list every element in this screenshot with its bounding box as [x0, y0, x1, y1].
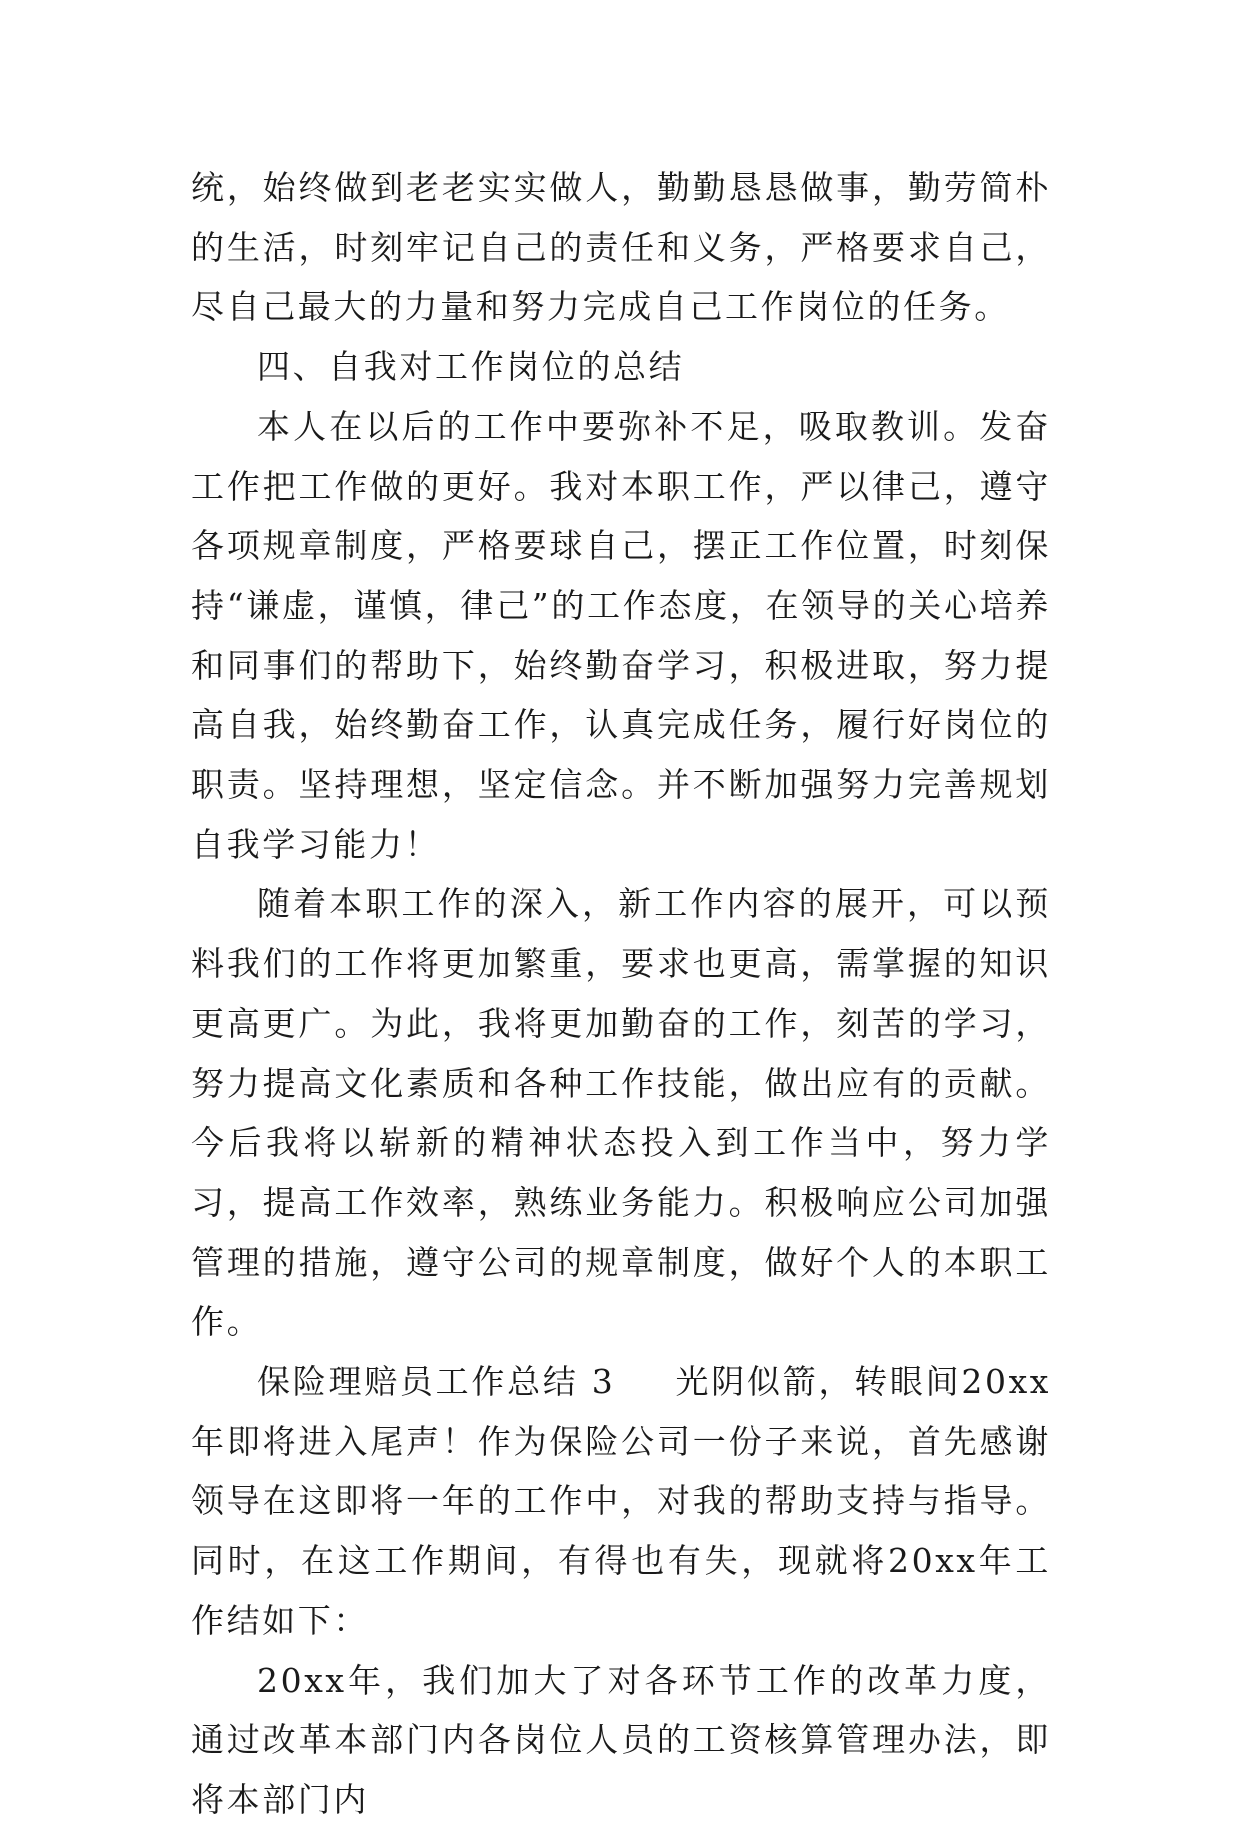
section-heading-four: 四、自我对工作岗位的总结 [257, 347, 685, 387]
paragraph-reform: 20xx年，我们加大了对各环节工作的改革力度，通过改革本部门内各岗位人员的工资核算管理办法，即将本部门内 [191, 1660, 1051, 1819]
section-title: 保险理赔员工作总结 3 [257, 1362, 616, 1402]
paragraph-continuation: 统，始终做到老老实实做人，勤勤恳恳做事，勤劳简朴的生活，时刻牢记自己的责任和义务，严格要求自己，尽自己最大的力量和努力完成自己工作岗位的任务。 [191, 168, 1051, 327]
document-body [191, 158, 1051, 1830]
paragraph-summary-3 [191, 1352, 1051, 1651]
section-intro: 光阴似箭，转眼间20xx年即将进入尾声！作为保险公司一份子来说，首先感谢领导在这即将一年的工作中，对我的帮助支持与指导。同时，在这工作期间，有得也有失，现就将20xx年工作结如下： [191, 1362, 1051, 1640]
paragraph-future-work: 随着本职工作的深入，新工作内容的展开，可以预料我们的工作将更加繁重，要求也更高，需掌握的知识更高更广。为此，我将更加勤奋的工作，刻苦的学习，努力提高文化素质和各种工作技能，做出应有的贡献。今后我将以崭新的精神状态投入到工作当中，努力学习，提高工作效率，熟练业务能力。积极响应公司加强管理的措施，遵守公司的规章制度，做好个人的本职工作。 [191, 884, 1051, 1342]
paragraph-self-summary: 本人在以后的工作中要弥补不足，吸取教训。发奋工作把工作做的更好。我对本职工作，严以律己，遵守各项规章制度，严格要球自己，摆正工作位置，时刻保持“谦虚，谨慎，律己”的工作态度，在领导的关心培养和同事们的帮助下，始终勤奋学习，积极进取，努力提高自我，始终勤奋工作，认真完成任务，履行好岗位的职责。坚持理想，坚定信念。并不断加强努力完善规划自我学习能力！ [191, 406, 1051, 864]
